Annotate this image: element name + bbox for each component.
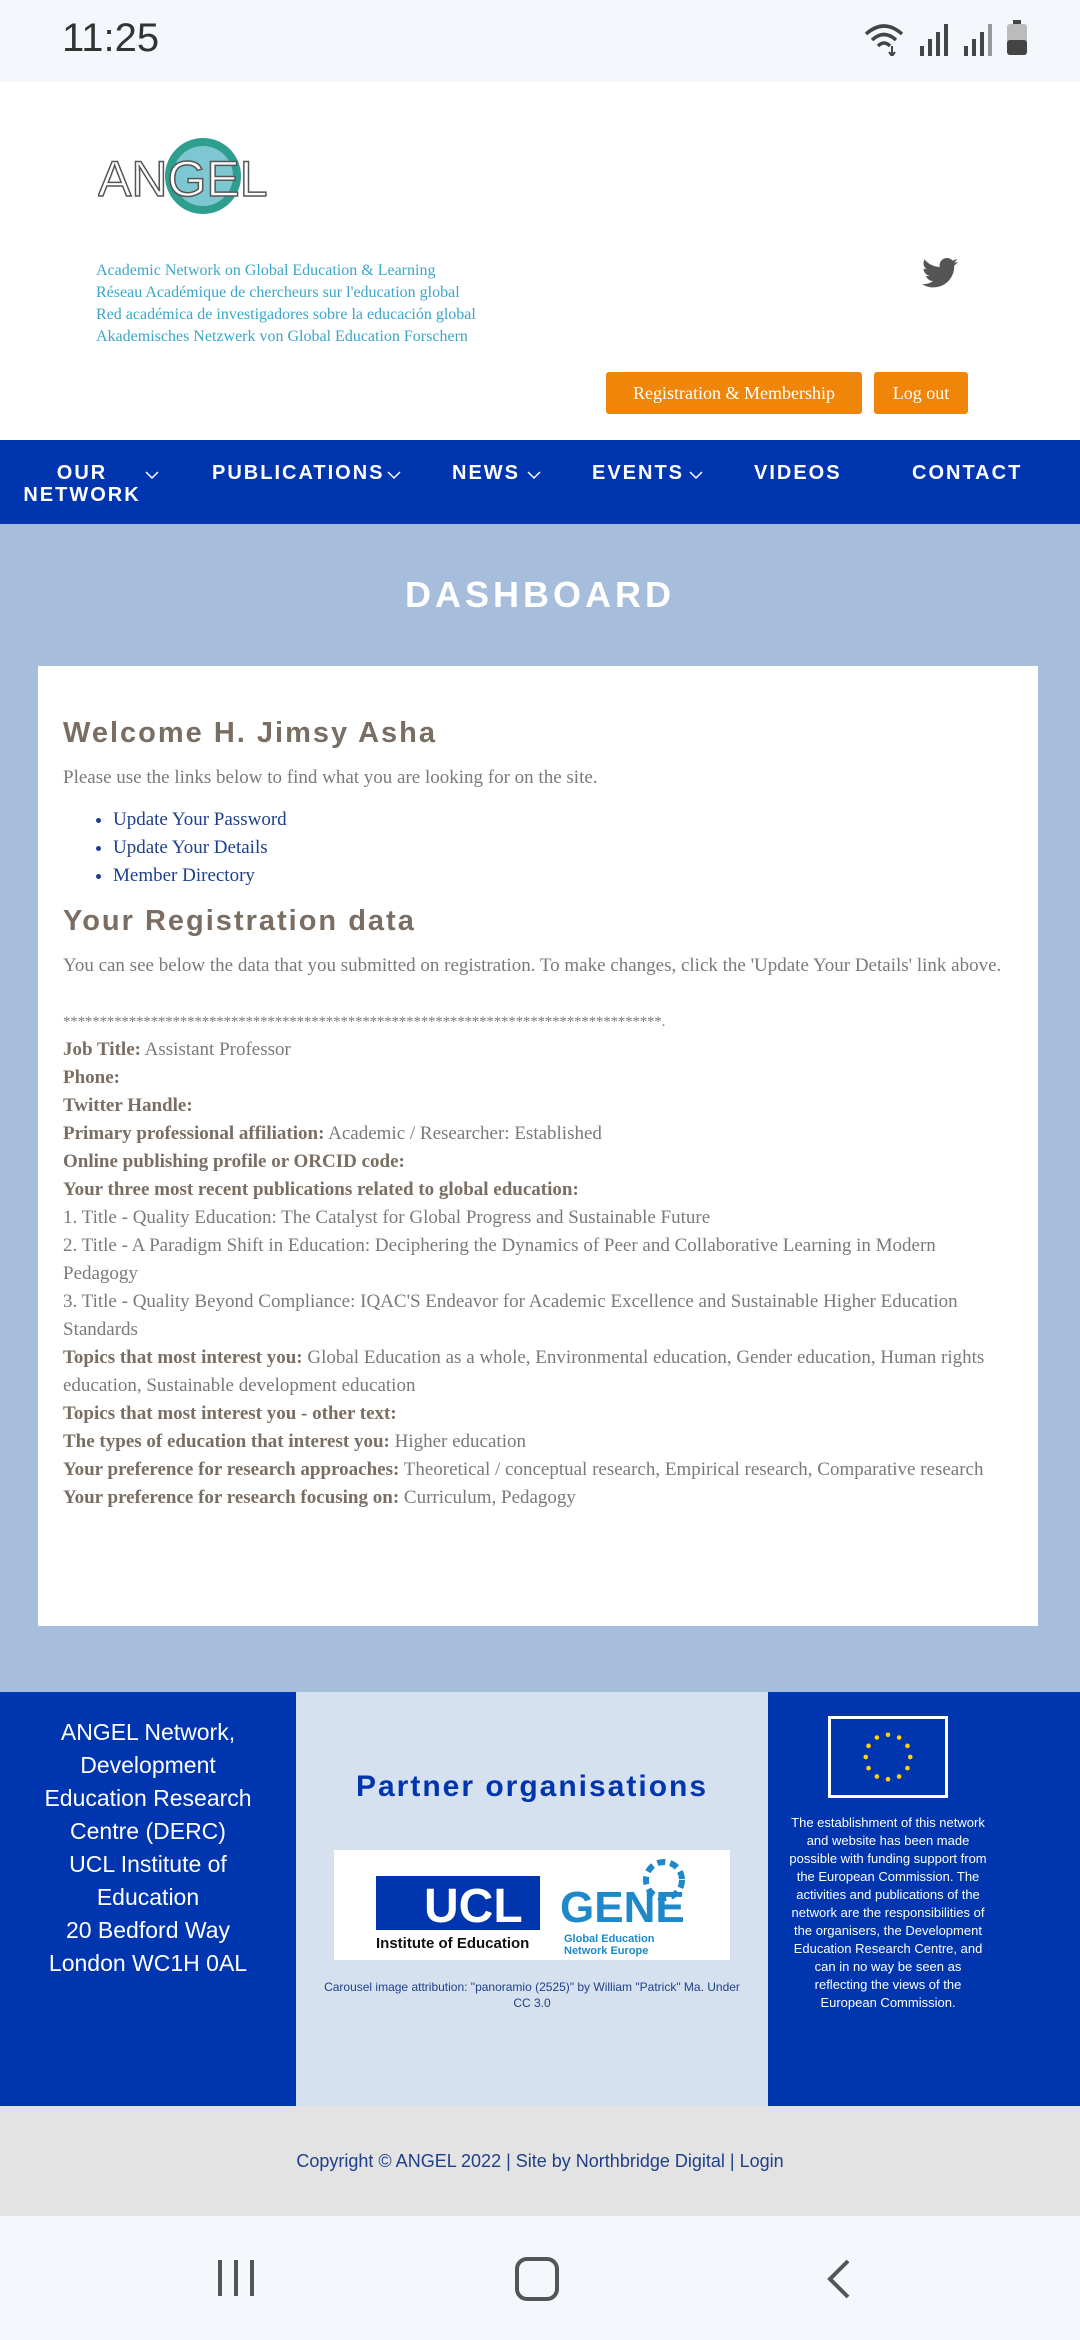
field-row	[63, 1400, 1013, 1428]
ucl-logo-text: UCL	[424, 1880, 523, 1933]
field-value: Academic / Researcher: Established	[328, 1123, 602, 1144]
member-directory-link[interactable]: • Member Directory	[113, 862, 1013, 890]
eu-flag-icon	[828, 1716, 948, 1798]
site-header	[0, 82, 1080, 440]
nav-label-videos: VIDEOS	[754, 462, 842, 484]
wifi-icon	[864, 22, 904, 56]
field-label: Primary professional affiliation:	[63, 1123, 325, 1144]
taglines	[96, 260, 476, 348]
field-row	[63, 1176, 1013, 1204]
field-label: Phone:	[63, 1067, 120, 1088]
publication-item: 3. Title - Quality Beyond Compliance: IQAC'S Endeavor for Academic Excellence and Sustainable Higher Education Standards	[63, 1291, 958, 1340]
field-value: Global Education as a whole, Environmental education, Gender education, Human rights education, Sustainable development education	[63, 1347, 985, 1396]
nav-item-videos[interactable]	[754, 462, 842, 484]
chevron-down-icon	[688, 470, 704, 480]
field-label: Twitter Handle:	[63, 1095, 193, 1116]
angel-logo[interactable]	[98, 134, 288, 224]
field-row	[63, 1484, 1013, 1512]
status-icons	[864, 20, 1028, 56]
nav-label-contact: CONTACT	[912, 462, 1023, 484]
address-line: ANGEL Network,	[60, 1719, 236, 1745]
ucl-subtitle: Institute of Education	[376, 1935, 530, 1952]
welcome-heading: Welcome H. Jimsy Asha	[63, 717, 438, 749]
back-icon[interactable]	[824, 2258, 854, 2300]
publication-item: 1. Title - Quality Education: The Catalyst for Global Progress and Sustainable Future	[63, 1207, 711, 1228]
field-label: Topics that most interest you - other text:	[63, 1403, 397, 1424]
field-label: Topics that most interest you:	[63, 1347, 303, 1368]
partner-title: Partner organisations	[355, 1770, 709, 1803]
partner-section	[296, 1692, 768, 2106]
home-icon[interactable]	[514, 2256, 560, 2302]
main-content	[0, 524, 1080, 1692]
quick-links	[113, 806, 1013, 890]
field-label: Your preference for research focusing on:	[63, 1487, 400, 1508]
nav-label-news: NEWS	[452, 462, 520, 484]
chevron-down-icon	[144, 470, 160, 480]
status-bar	[0, 0, 1080, 82]
separator: **********************************************************************************.	[63, 1014, 666, 1030]
nav-item-events[interactable]	[592, 462, 684, 484]
logo-text: ANGEL	[98, 151, 268, 207]
battery-icon	[1006, 20, 1028, 56]
twitter-icon[interactable]	[922, 258, 958, 288]
chevron-down-icon	[526, 470, 542, 480]
nav-label-our-network: OUR NETWORK	[23, 462, 141, 506]
eu-disclaimer: The establishment of this network and website has been made possible with funding support from the European Commission. The activities and publications of the network are the responsibilities of the organisers, the Development Education Research Centre, and can in no way be seen as reflecting the views of the European Commission.	[789, 1815, 987, 2010]
field-row	[63, 1092, 1013, 1120]
gene-sub-2: Network Europe	[564, 1945, 649, 1957]
chevron-down-icon	[386, 470, 402, 480]
dashboard-card	[38, 666, 1038, 1626]
page-title: DASHBOARD	[405, 574, 675, 615]
partner-logos[interactable]	[334, 1850, 730, 1960]
field-row	[63, 1064, 1013, 1092]
field-label: Your preference for research approaches:	[63, 1459, 400, 1480]
address-line: London WC1H 0AL	[48, 1950, 248, 1976]
tagline-es: Red académica de investigadores sobre la educación global	[96, 306, 476, 323]
address-line: Education	[96, 1884, 200, 1910]
status-time: 11:25	[62, 16, 160, 60]
field-row	[63, 1036, 1013, 1064]
nav-item-our-network[interactable]	[22, 462, 142, 506]
publication-item: 2. Title - A Paradigm Shift in Education: Deciphering the Dynamics of Peer and Collaborative Learning in Modern Pedagogy	[63, 1235, 936, 1284]
copyright-bar	[0, 2106, 1080, 2216]
welcome-intro: Please use the links below to find what you are looking for on the site.	[63, 767, 598, 788]
field-row	[63, 1428, 1013, 1456]
address-line: 20 Bedford Way	[65, 1917, 231, 1943]
address-line: Centre (DERC)	[70, 1818, 226, 1844]
nav-item-news[interactable]	[452, 462, 520, 484]
logout-button[interactable]: Log out	[874, 372, 968, 414]
signal-icon-2	[962, 24, 992, 56]
system-nav-bar	[0, 2216, 1080, 2340]
gene-sub-1: Global Education	[564, 1933, 655, 1945]
field-row	[63, 1120, 1013, 1148]
field-row	[63, 1148, 1013, 1176]
signal-icon	[918, 24, 948, 56]
field-label: Your three most recent publications related to global education:	[63, 1179, 579, 1200]
update-details-link[interactable]: • Update Your Details	[113, 834, 1013, 862]
registration-membership-button[interactable]: Registration & Membership	[606, 372, 862, 414]
image-attribution: Carousel image attribution: "panoramio (2525)" by William "Patrick" Ma. Under CC 3.0	[324, 1980, 740, 2010]
registration-intro: You can see below the data that you submitted on registration. To make changes, click the 'Update Your Details' link above.	[63, 955, 1002, 976]
update-password-link[interactable]: • Update Your Password	[113, 806, 1013, 834]
copyright-separator: |	[724, 2151, 740, 2171]
nav-label-publications: PUBLICATIONS	[212, 462, 385, 484]
main-nav	[0, 440, 1080, 524]
nav-item-contact[interactable]	[912, 462, 1022, 484]
field-label: Online publishing profile or ORCID code:	[63, 1151, 405, 1172]
field-label: The types of education that interest you:	[63, 1431, 390, 1452]
eu-section	[768, 1692, 1080, 2106]
site-footer	[0, 1692, 1080, 2106]
northbridge-link[interactable]: Northbridge Digital	[575, 2151, 725, 2171]
recent-apps-icon[interactable]	[214, 2258, 258, 2298]
address-line: Education Research	[44, 1785, 252, 1811]
copyright-text: Copyright © ANGEL 2022 | Site by	[296, 2151, 576, 2171]
field-value: Curriculum, Pedagogy	[403, 1487, 576, 1508]
field-value: Assistant Professor	[144, 1039, 291, 1060]
field-value: Theoretical / conceptual research, Empirical research, Comparative research	[403, 1459, 984, 1480]
field-value: Higher education	[394, 1431, 526, 1452]
tagline-fr: Réseau Académique de chercheurs sur l'education global	[96, 284, 460, 301]
tagline-de: Akademisches Netzwerk von Global Education Forschern	[96, 328, 468, 345]
nav-item-publications[interactable]	[212, 462, 385, 484]
nav-label-events: EVENTS	[592, 462, 685, 484]
tagline-en: Academic Network on Global Education & Learning	[96, 262, 436, 279]
field-row	[63, 1456, 1013, 1484]
field-label: Job Title:	[63, 1039, 141, 1060]
login-link[interactable]: Login	[739, 2151, 784, 2171]
gene-logo-text: GENE	[560, 1883, 685, 1932]
address-line: Development	[80, 1752, 216, 1778]
field-row	[63, 1344, 1013, 1400]
registration-heading: Your Registration data	[63, 905, 416, 937]
footer-address	[0, 1692, 296, 2106]
address-line: UCL Institute of	[69, 1851, 227, 1877]
